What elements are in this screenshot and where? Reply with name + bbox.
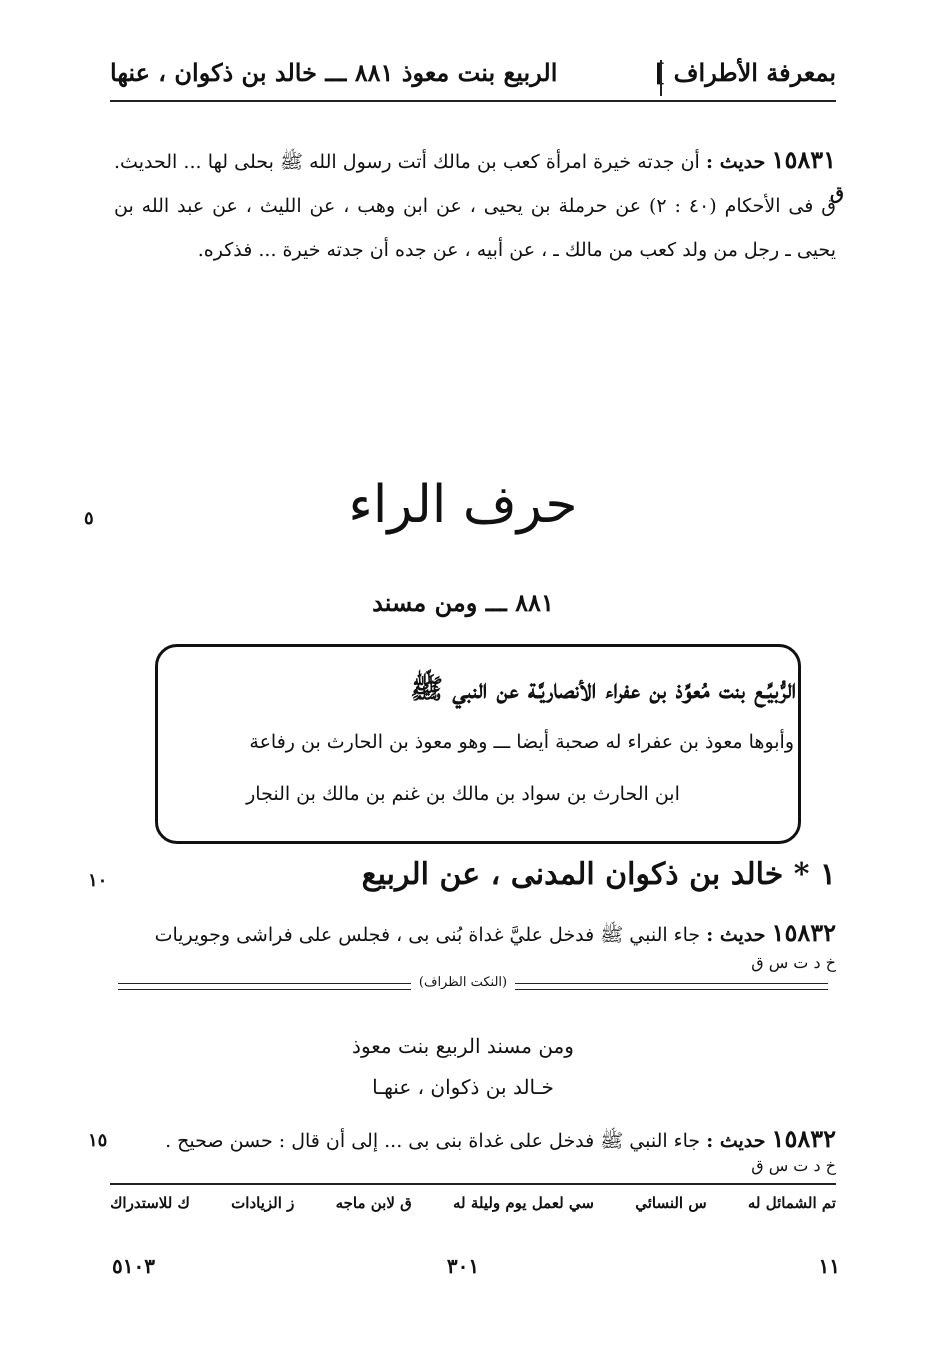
separator-label [0,975,926,990]
hadith-sigla: خ د ت س ق [751,953,836,972]
footer-rule [110,1183,836,1185]
hadith-label: حديث : [706,1130,766,1152]
musnad-heading: ٨٨١ ـــ ومن مسند [372,588,554,617]
legend-item: ز الزيادات [231,1194,295,1212]
separator-label-text: (النكت الظراف) [411,975,515,990]
hadith-number: ١٥٨٣٢ [771,918,836,947]
margin-number-10: ١٠ [88,870,108,891]
margin-number-5: ٥ [84,508,94,529]
hadith-number: ١٥٨٣١ [771,145,836,174]
sigla-legend [110,1194,836,1212]
hadith-label: حديث : [706,924,766,946]
hadith-15832 [155,918,836,951]
hadith-15831 [114,138,836,272]
page-number-right: ١١ [818,1254,840,1278]
running-header-left: الربيع بنت معوذ ۸۸۱ ـــ خالد بن ذكوان ، عنها [110,58,558,87]
hadith-siglum: ق [830,183,844,204]
header-rule [110,100,836,102]
legend-item: ك للاستدراك [110,1194,190,1212]
legend-item: سي لعمل يوم وليلة له [452,1194,594,1212]
nukat-narrator: خـالد بن ذكوان ، عنهـا [372,1075,554,1099]
legend-item: تم الشمائل له [747,1194,836,1212]
margin-number-15: ١٥ [88,1130,108,1151]
page-number-center: ٣٠١ [446,1254,480,1278]
header-separator [660,60,662,96]
running-header-right: بمعرفة الأطراف ] [653,58,836,87]
box-lineage-line: وأبوها معوذ بن عفراء له صحبة أيضا ـــ وهو معوذ بن الحارث بن رفاعة [249,731,794,753]
legend-item: ق لابن ماجه [335,1194,412,1212]
hadith-label: حديث : [705,151,766,173]
hadith-number: ١٥٨٣٢ [771,1124,836,1153]
nukat-hadith [165,1124,836,1157]
nukat-sigla: خ د ت س ق [751,1156,836,1175]
narrator-name: خالد بن ذكوان المدنى ، عن الربيع [361,857,784,892]
chapter-title: حرف الراء [348,475,578,535]
narrator-marker: ١ * [793,857,836,892]
box-name-line: الرُّبيِّـع بنت مُعوِّذ بن عفراء الأنصاريَّـة عن النبي ﷺ [410,674,796,705]
legend-item: س النسائي [635,1194,707,1212]
page-number-left: ٥١٠٣ [112,1254,155,1278]
box-lineage-line-2: ابن الحارث بن سواد بن مالك بن غنم بن مالك بن النجار [246,783,680,805]
hadith-text: أن جدته خيرة امرأة كعب بن مالك أتت رسول الله ﷺ بحلى لها ... الحديث. ق فى الأحكام (٤٠ : ٢) عن حرملة بن يحيى ، عن ابن وهب ، عن الليث ، عن عبد الله بن يحيى ـ رجل من ولد كعب من مالك ـ ، عن أبيه ، عن جده أن جدته خيرة ... فذكره. [114,151,836,261]
hadith-text: جاء النبي ﷺ فدخل على غداة بنى بى ... إلى أن قال : حسن صحيح . [165,1130,701,1152]
hadith-text: جاء النبي ﷺ فدخل عليَّ غداة بُنى بى ، فجلس على فراشى وجويريات [154,924,701,946]
nukat-heading: ومن مسند الربيع بنت معوذ [352,1034,574,1058]
narrator-heading [362,857,836,892]
